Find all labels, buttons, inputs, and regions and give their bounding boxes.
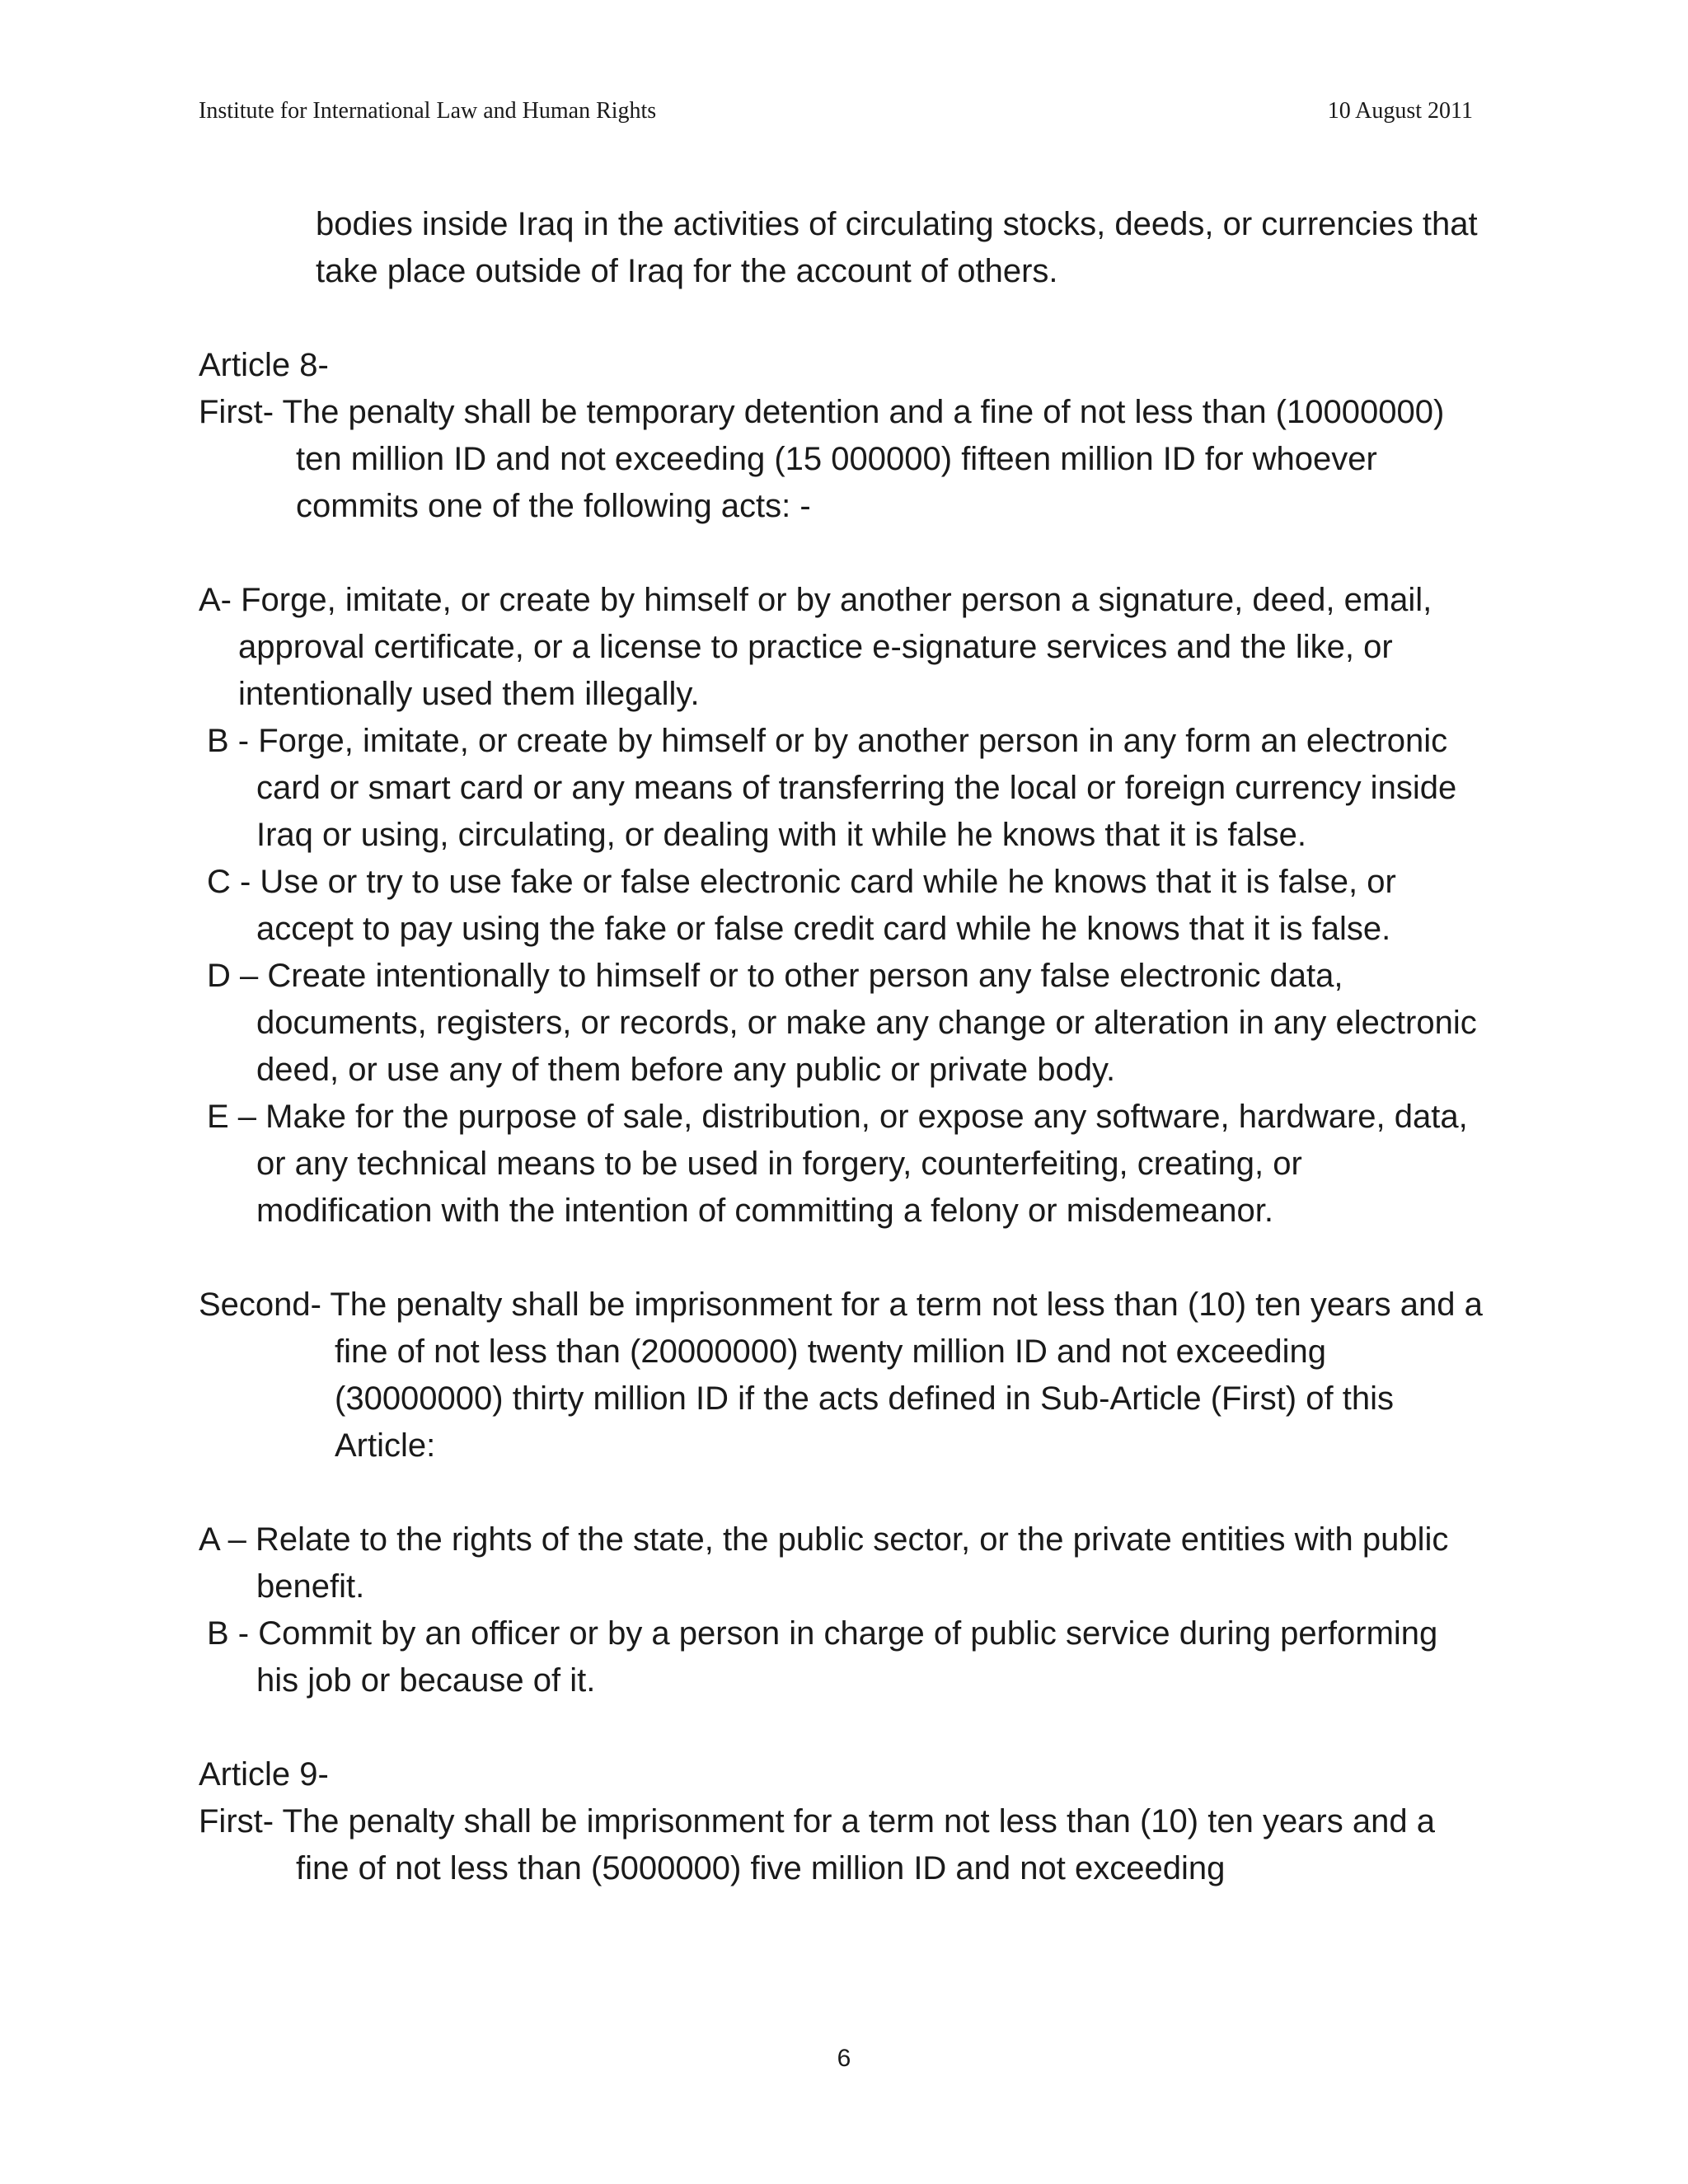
article-9-first: First- The penalty shall be imprisonment for a term not less than (10) ten years and a fine of not less than (5000000) five million ID and not exceeding — [199, 1803, 1435, 1886]
header-institute-name: Institute for International Law and Human Rights — [199, 98, 657, 124]
article-8-item-e: E – Make for the purpose of sale, distribution, or expose any software, hardware, data, or any technical means to be used in forgery, counterfeiting, creating, or modification with the intention of committing a felony or misdemeanor. — [207, 1099, 1468, 1229]
continuation-paragraph: bodies inside Iraq in the activities of circulating stocks, deeds, or currencies that take place outside of Iraq for the account of others. — [316, 206, 1478, 289]
article-9-heading: Article 9- — [199, 1756, 329, 1793]
header-date: 10 August 2011 — [1327, 98, 1473, 124]
article-8-heading: Article 8- — [199, 347, 329, 383]
article-8-second-item-a: A – Relate to the rights of the state, the public sector, or the private entities with public benefit. — [199, 1521, 1449, 1605]
page-number: 6 — [837, 2045, 851, 2072]
article-8-item-a: A- Forge, imitate, or create by himself or by another person a signature, deed, email, approval certificate, or a license to practice e-signature services and the like, or intentionally used them illegally. — [199, 582, 1432, 712]
document-body — [199, 201, 1484, 1892]
article-8-item-b: B - Forge, imitate, or create by himself or by another person in any form an electronic card or smart card or any means of transferring the local or foreign currency inside Iraq or using, circulating, or dealing with it while he knows that it is false. — [207, 723, 1457, 853]
article-8-item-d: D – Create intentionally to himself or to other person any false electronic data, documents, registers, or records, or make any change or alteration in any electronic deed, or use any of them before any public or private body. — [207, 958, 1477, 1088]
page-header — [199, 97, 1473, 125]
article-8-first: First- The penalty shall be temporary detention and a fine of not less than (10000000) ten million ID and not exceeding (15 000000) fifteen million ID for whoever commits one of the following acts: - — [199, 394, 1445, 524]
article-8-second: Second- The penalty shall be imprisonment for a term not less than (10) ten years and a fine of not less than (20000000) twenty million ID and not exceeding (30000000) thirty million ID if the acts defined in Sub-Article (First) of this Article: — [199, 1286, 1483, 1464]
article-8-second-item-b: B - Commit by an officer or by a person in charge of public service during performing his job or because of it. — [207, 1615, 1438, 1699]
article-8-item-c: C - Use or try to use fake or false electronic card while he knows that it is false, or accept to pay using the fake or false credit card while he knows that it is false. — [207, 864, 1396, 947]
